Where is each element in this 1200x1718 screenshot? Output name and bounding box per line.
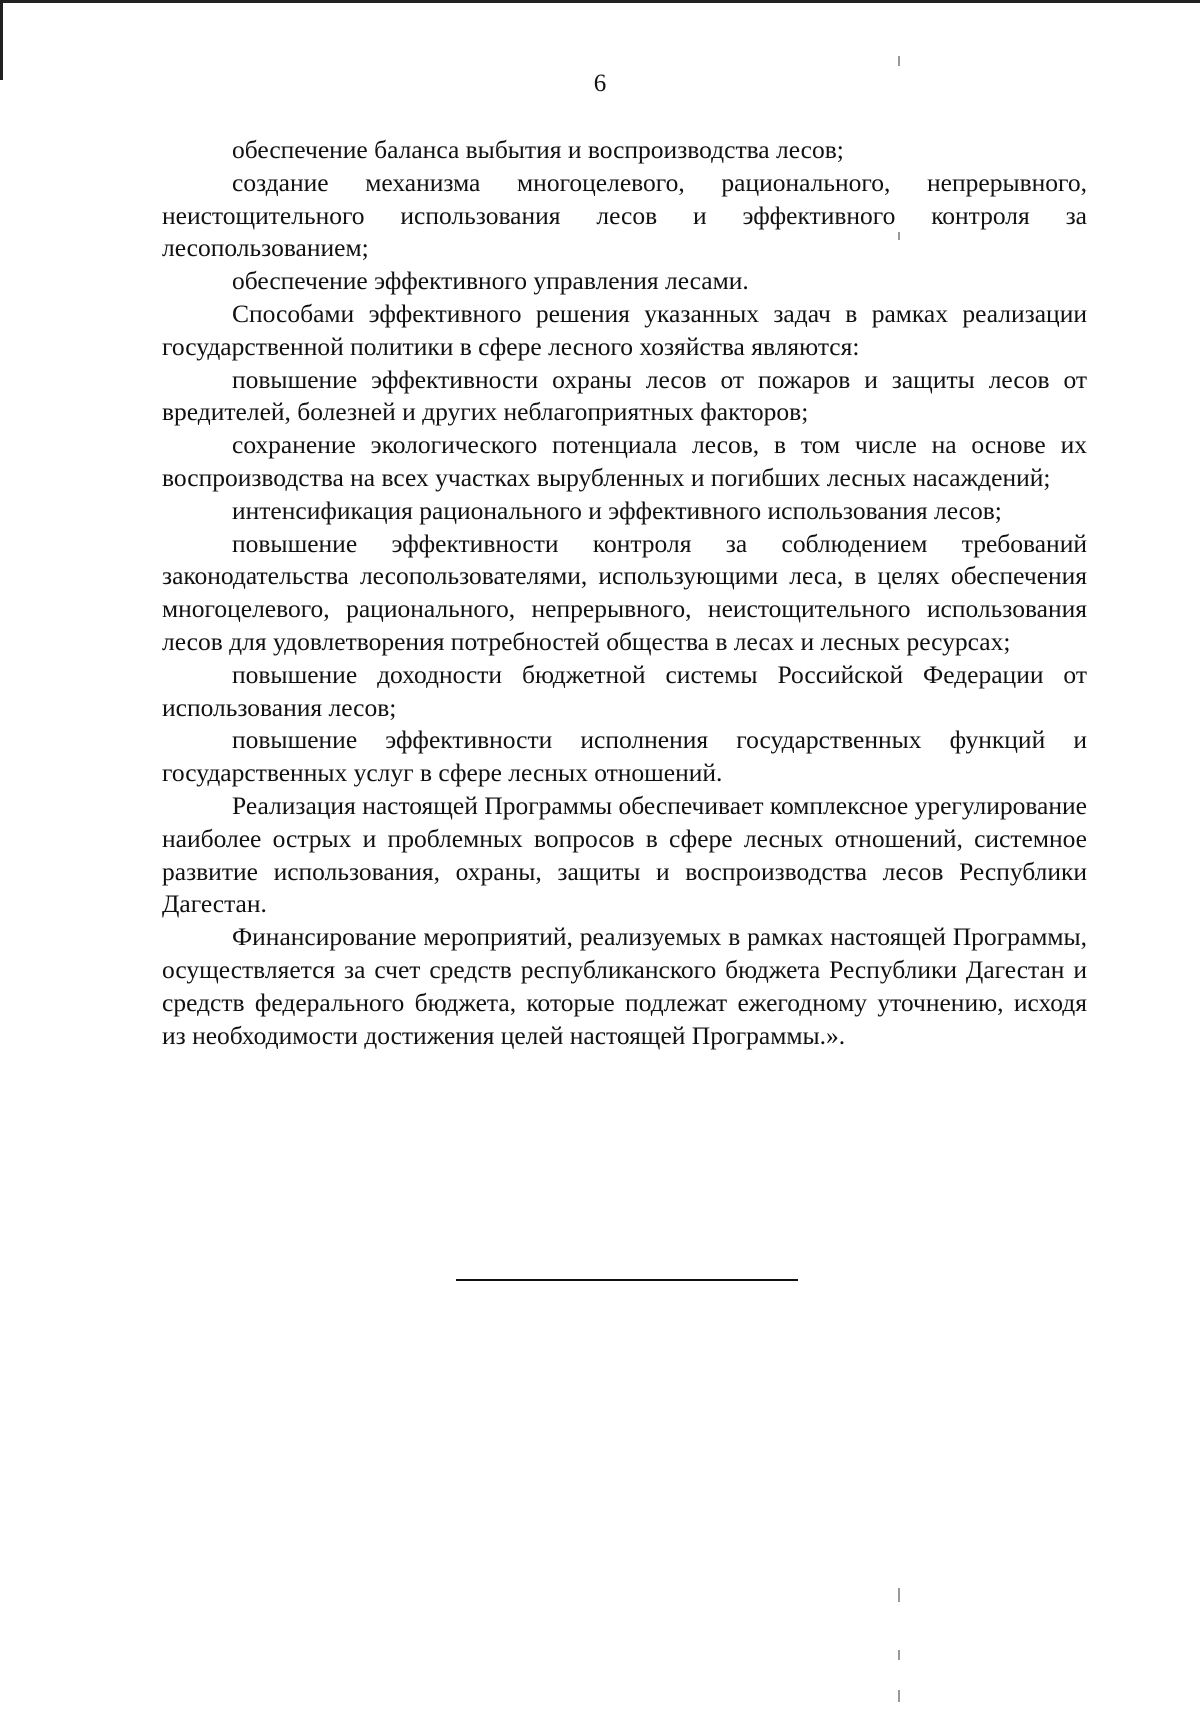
paragraph: повышение доходности бюджетной системы Российской Федерации от использования лесов; [162, 659, 1087, 722]
paragraph: Способами эффективного решения указанных задач в рамках реализации государственной политики в сфере лесного хозяйства являются: [162, 298, 1087, 361]
paragraph: повышение эффективности охраны лесов от пожаров и защиты лесов от вредителей, болезней и других неблагоприятных факторов; [162, 364, 1087, 427]
scan-speck [898, 232, 900, 240]
page-number: 6 [593, 70, 607, 97]
paragraph: повышение эффективности контроля за соблюдением требований законодательства лесопользователями, использующими леса, в целях обеспечения многоцелевого, рационального, непрерывного, неистощительного использования лесов для удовлетворения потребностей общества в лесах и лесных ресурсах; [162, 528, 1087, 656]
scan-speck [898, 56, 900, 66]
scan-border-left [0, 0, 3, 80]
scan-border-top [0, 0, 1200, 3]
paragraph: сохранение экологического потенциала лесов, в том числе на основе их воспроизводства на всех участках вырубленных и погибших лесных насаждений; [162, 430, 1087, 492]
paragraph: Финансирование мероприятий, реализуемых в рамках настоящей Программы, осуществляется за счет средств республиканского бюджета Республики Дагестан и средств федерального бюджета, которые подлежат ежегодному уточнению, исходя из необходимости достижения целей настоящей Программы.». [162, 922, 1087, 1050]
document-body [162, 134, 1087, 1052]
end-separator-line [456, 1279, 798, 1281]
paragraph: интенсификация рационального и эффективного использования лесов; [232, 495, 1002, 525]
paragraph: повышение эффективности исполнения государственных функций и государственных услуг в сфере лесных отношений. [162, 725, 1087, 788]
paragraph: создание механизма многоцелевого, рационального, непрерывного, неистощительного использования лесов и эффективного контроля за лесопользованием; [162, 167, 1087, 263]
paragraph: Реализация настоящей Программы обеспечивает комплексное урегулирование наиболее острых и проблемных вопросов в сфере лесных отношений, системное развитие использования, охраны, защиты и воспроизводства лесов Республики Дагестан. [162, 790, 1087, 919]
paragraph: обеспечение эффективного управления лесами. [232, 266, 749, 296]
scan-speck [898, 1690, 900, 1702]
scan-speck [898, 1650, 900, 1660]
scan-speck [898, 1588, 900, 1602]
paragraph: обеспечение баланса выбытия и воспроизводства лесов; [232, 135, 844, 164]
